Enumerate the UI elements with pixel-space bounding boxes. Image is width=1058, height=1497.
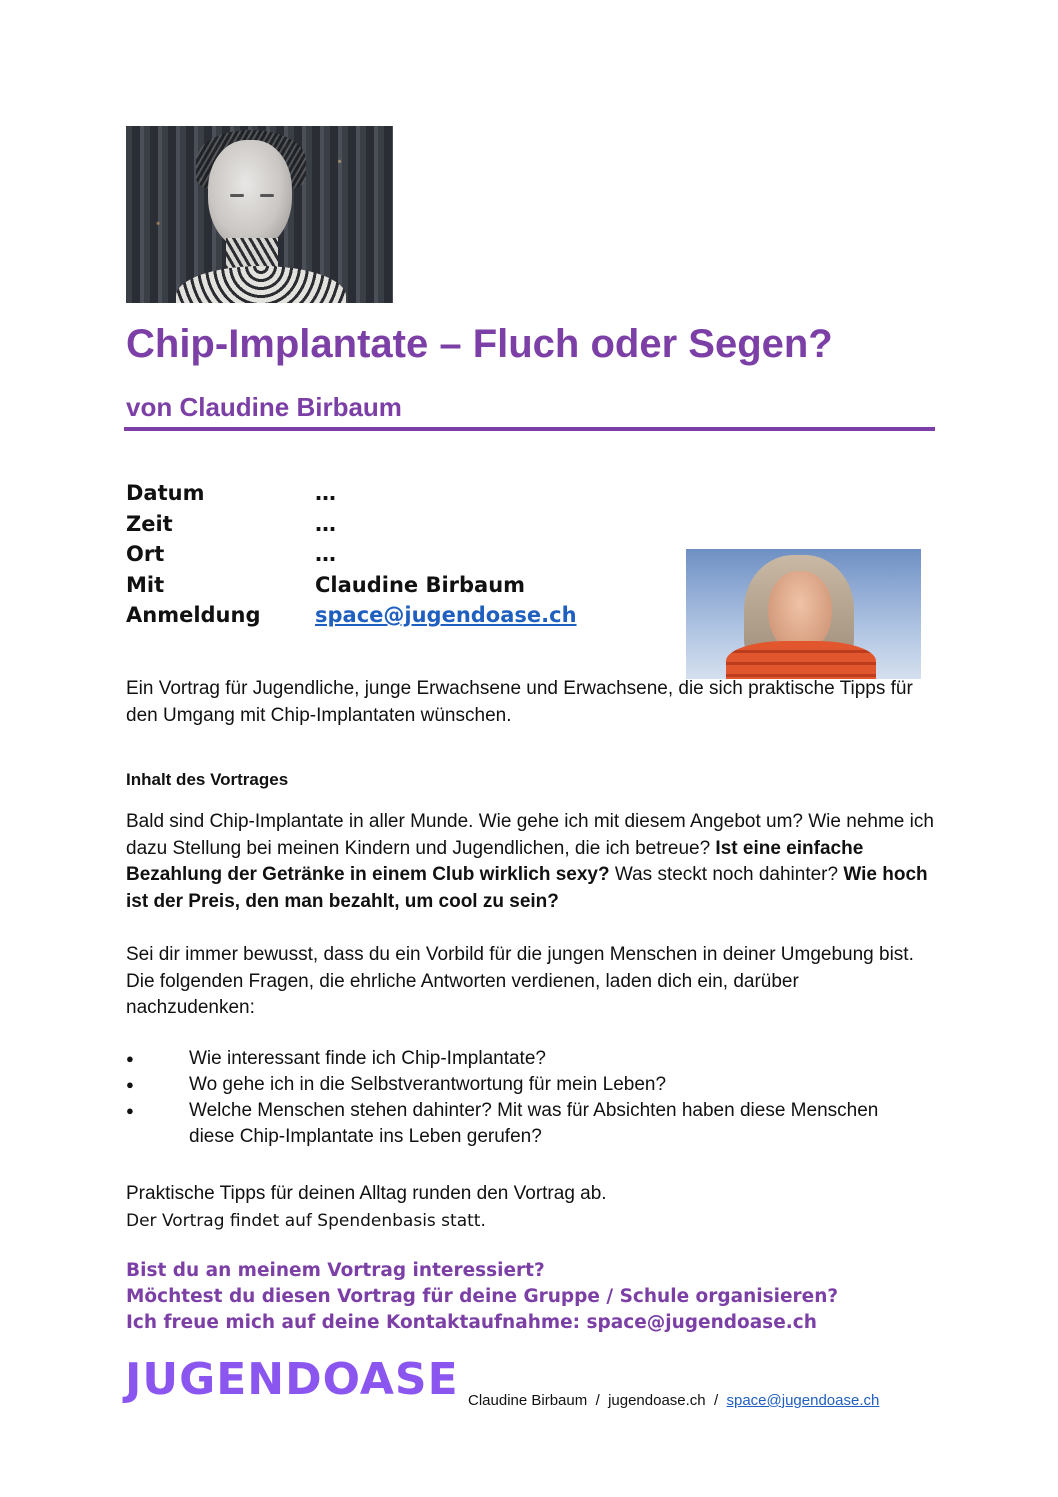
- cyborg-eye-right: [260, 194, 274, 197]
- event-info-table: [126, 478, 577, 631]
- registration-email-link[interactable]: space@jugendoase.ch: [315, 603, 577, 627]
- content-text: Bald sind Chip-Implantate in aller Munde. Wie gehe ich mit diesem Angebot um? Wie nehme ich dazu Stellung bei meinen Kindern und Jugendlichen, die ich betreue?: [126, 811, 934, 859]
- info-label: Ort: [126, 542, 165, 566]
- header-image: [126, 126, 393, 303]
- question-list: [126, 1046, 929, 1150]
- portrait-jacket: [726, 641, 876, 679]
- cyborg-shoulders: [176, 266, 346, 303]
- content-emphasis: Ist eine einfache Bezahlung der Getränke in einem Club wirklich sexy?: [126, 837, 864, 885]
- call-to-action: [126, 1258, 838, 1336]
- info-label: Mit: [126, 572, 165, 597]
- footer-text: Claudine Birbaum / jugendoase.ch /: [468, 1392, 727, 1409]
- bullet-icon: ●: [126, 1051, 134, 1066]
- list-item-text: Welche Menschen stehen dahinter? Mit was für Absichten haben diese Menschen diese Chip-Implantate ins Leben gerufen?: [189, 1100, 879, 1147]
- closing-line-2: Der Vortrag findet auf Spendenbasis statt.: [126, 1210, 486, 1231]
- info-value: …: [315, 511, 336, 536]
- cyborg-eye-left: [230, 194, 244, 197]
- info-row-ort: [126, 539, 577, 570]
- info-value: Claudine Birbaum: [315, 572, 526, 597]
- author-subtitle: von Claudine Birbaum: [126, 392, 402, 422]
- content-paragraph-2: [126, 942, 926, 1022]
- list-item: [126, 1072, 929, 1098]
- bullet-icon: ●: [126, 1103, 134, 1118]
- cta-line: Bist du an meinem Vortrag interessiert?: [126, 1260, 545, 1281]
- info-label: Zeit: [126, 511, 173, 536]
- list-item: [126, 1098, 929, 1150]
- cta-line: Möchtest du diesen Vortrag für deine Gruppe / Schule organisieren?: [126, 1286, 839, 1307]
- info-value: …: [315, 481, 336, 505]
- info-row-mit: [126, 570, 577, 601]
- cta-line: Ich freue mich auf deine Kontaktaufnahme: space@jugendoase.ch: [126, 1312, 817, 1333]
- jugendoase-logo: JUGENDOASE: [125, 1354, 459, 1405]
- content-text: Sei dir immer bewusst, dass du ein Vorbild für die jungen Menschen in deiner Umgebung bist. Die folgenden Fragen, die ehrliche Antworten verdienen, laden dich ein, darüber nachzudenken:: [126, 944, 914, 1018]
- info-row-anmeldung: [126, 600, 577, 631]
- info-label: Datum: [126, 481, 205, 505]
- section-heading: Inhalt des Vortrages: [126, 770, 289, 789]
- list-item-text: Wie interessant finde ich Chip-Implantate?: [189, 1048, 546, 1069]
- closing-paragraph: [126, 1181, 926, 1234]
- list-item-text: Wo gehe ich in die Selbstverantwortung für mein Leben?: [189, 1074, 667, 1095]
- closing-line-1: Praktische Tipps für deinen Alltag runden den Vortrag ab.: [126, 1183, 607, 1204]
- bullet-icon: ●: [126, 1077, 134, 1092]
- list-item: [126, 1046, 929, 1072]
- info-row-datum: [126, 478, 577, 509]
- page-title: Chip-Implantate – Fluch oder Segen?: [126, 322, 833, 366]
- intro-text: Ein Vortrag für Jugendliche, junge Erwachsene und Erwachsene, die sich praktische Tipps für den Umgang mit Chip-Implantaten wünschen.: [126, 678, 913, 726]
- footer-contact: [468, 1392, 879, 1409]
- content-emphasis: Wie hoch ist der Preis, den man bezahlt, um cool zu sein?: [126, 864, 928, 912]
- footer-email-link[interactable]: space@jugendoase.ch: [726, 1392, 880, 1409]
- title-divider: [124, 427, 935, 431]
- info-row-zeit: [126, 509, 577, 540]
- content-text: Was steckt noch dahinter?: [609, 864, 844, 885]
- intro-paragraph: [126, 676, 916, 729]
- content-paragraph-1: [126, 809, 936, 915]
- info-label: Anmeldung: [126, 603, 261, 627]
- speaker-portrait: [686, 549, 921, 679]
- info-value: …: [315, 542, 336, 566]
- cyborg-head: [208, 140, 292, 250]
